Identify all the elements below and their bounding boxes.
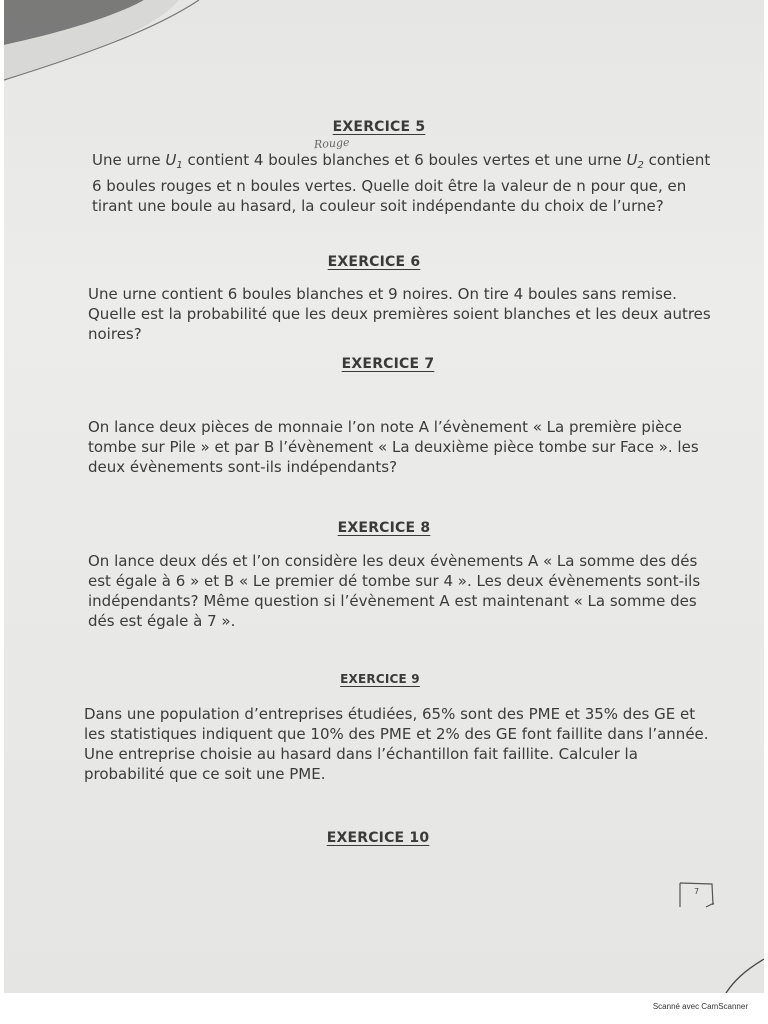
exercise-7-title: EXERCICE 7 xyxy=(341,356,435,372)
exercise-6-text xyxy=(88,284,711,344)
text-line: On lance deux dés et l’on considère les deux évènements A « La somme des dés xyxy=(88,552,698,570)
folded-corner-shadow xyxy=(4,0,214,90)
scanner-footer: Scanné avec CamScanner xyxy=(652,1002,748,1011)
exercise-6-title: EXERCICE 6 xyxy=(327,254,421,270)
text-line: Dans une population d’entreprises étudiées, 65% sont des PME et 35% des GE et xyxy=(84,705,696,723)
text-line: probabilité que ce soit une PME. xyxy=(84,765,326,783)
text-line: tombe sur Pile » et par B l’évènement « La deuxième pièce tombe sur Face ». les xyxy=(88,438,699,456)
exercise-7-text xyxy=(88,417,699,477)
page-number: 7 xyxy=(694,887,700,896)
text-line: Une urne contient 6 boules blanches et 9 noires. On tire 4 boules sans remise. xyxy=(88,285,677,303)
page-edge-stroke xyxy=(724,953,764,993)
text-line: tirant une boule au hasard, la couleur soit indépendante du choix de l’urne? xyxy=(92,197,664,215)
text-line: Une urne $U_1$ contient 4 boules blanches et 6 boules vertes et une urne $U_2$ contient xyxy=(92,151,711,171)
exercise-8-text xyxy=(88,551,701,631)
text-line: les statistiques indiquent que 10% des PME et 2% des GE font faillite dans l’année. xyxy=(84,725,709,743)
exercise-5-text xyxy=(92,150,711,216)
text-line: On lance deux pièces de monnaie l’on note A l’évènement « La première pièce xyxy=(88,418,682,436)
exercise-8-title: EXERCICE 8 xyxy=(337,520,431,536)
text-line: Une entreprise choisie au hasard dans l’échantillon fait faillite. Calculer la xyxy=(84,745,638,763)
exercise-9-text xyxy=(84,704,709,784)
text-line: Quelle est la probabilité que les deux premières soient blanches et les deux autres xyxy=(88,305,711,323)
text-line: 6 boules rouges et n boules vertes. Quelle doit être la valeur de n pour que, en xyxy=(92,177,687,195)
text-line: deux évènements sont-ils indépendants? xyxy=(88,458,398,476)
handwritten-annotation: Rouge xyxy=(313,135,350,152)
exercise-9-title: EXERCICE 9 xyxy=(340,672,420,686)
text-line: indépendants? Même question si l’évènement A est maintenant « La somme des xyxy=(88,592,697,610)
variable-u2: $U_2$ xyxy=(626,151,644,171)
text-line: dés est égale à 7 ». xyxy=(88,612,236,630)
page-number-box xyxy=(676,881,716,909)
variable-u1: $U_1$ xyxy=(165,151,183,171)
scanned-page xyxy=(4,0,764,993)
exercise-10-title: EXERCICE 10 xyxy=(326,830,430,846)
exercise-5-title: EXERCICE 5 xyxy=(332,119,426,135)
text-line: noires? xyxy=(88,325,142,343)
text-line: est égale à 6 » et B « Le premier dé tombe sur 4 ». Les deux évènements sont-ils xyxy=(88,572,701,590)
